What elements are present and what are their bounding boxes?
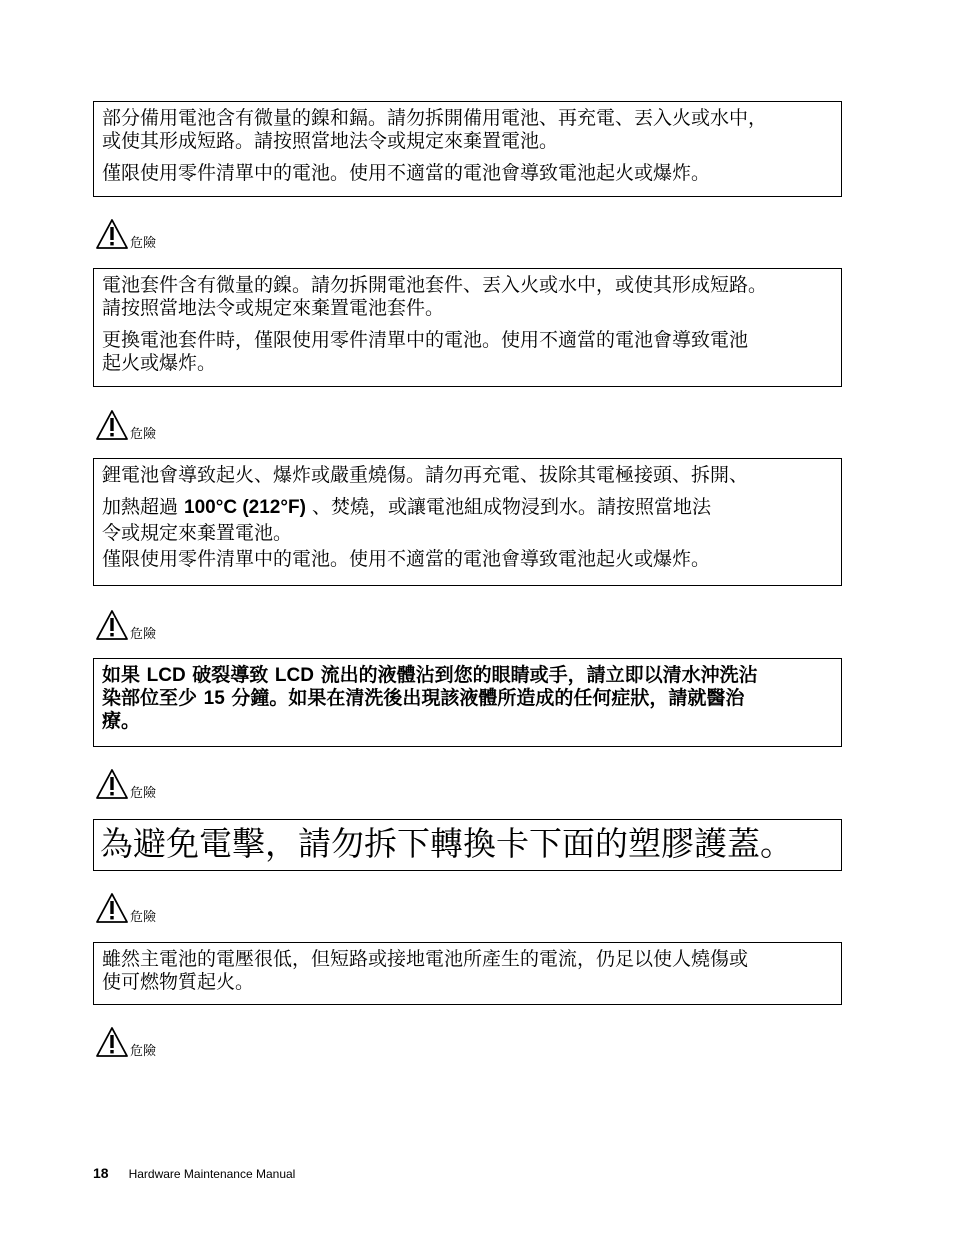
warning-box-lithium-battery [93,458,842,586]
warning-triangle-icon [95,892,129,924]
danger-text: 危險 [130,910,157,925]
page-footer [93,1165,295,1181]
warning-text: 雖然主電池的電壓很低，但短路或接地電池所產生的電流，仍足以使人燒傷或 使可燃物質起火。 [102,948,749,993]
danger-text: 危險 [130,1044,157,1059]
warning-box-electric-shock [93,819,842,871]
danger-text: 危險 [130,236,157,251]
warning-text: 鋰電池會導致起火、爆炸或嚴重燒傷。請勿再充電、拔除其電極接頭、拆開、 [102,464,749,486]
warning-box-lcd-fluid [93,658,842,747]
danger-text: 危險 [130,427,157,442]
danger-label [95,766,156,800]
warning-box-battery-pack [93,268,842,387]
warning-text: 令或規定來棄置電池。 [102,522,293,544]
manual-title: Hardware Maintenance Manual [128,1167,296,1181]
warning-box-main-battery [93,942,842,1005]
danger-label [95,216,156,250]
warning-triangle-icon [95,609,129,641]
danger-text: 危險 [130,627,157,642]
warning-text: 更換電池套件時，僅限使用零件清單中的電池。使用不適當的電池會導致電池 起火或爆炸。 [102,329,749,374]
warning-triangle-icon [95,409,129,441]
warning-text: 加熱超過 100°C (212°F) 、焚燒，或讓電池組成物浸到水。請按照當地法 [102,496,711,518]
warning-text: 為避免電擊，請勿拆下轉換卡下面的塑膠護蓋。 [100,824,793,863]
danger-label [95,407,156,441]
warning-text: 如果 LCD 破裂導致 LCD 流出的液體沾到您的眼睛或手，請立即以清水沖洗沾 染部位至少 15 分鐘。如果在清洗後出現該液體所造成的任何症狀，請就醫治 療。 [102,664,758,732]
warning-text: 電池套件含有微量的鎳。請勿拆開電池套件、丟入火或水中，或使其形成短路。 請按照當地法令或規定來棄置電池套件。 [102,274,768,319]
danger-label [95,607,156,641]
warning-triangle-icon [95,1026,129,1058]
warning-text: 部分備用電池含有微量的鎳和鎘。請勿拆開備用電池、再充電、丟入火或水中， 或使其形成短路。請按照當地法令或規定來棄置電池。 [102,107,768,152]
warning-box-backup-battery [93,101,842,197]
danger-text: 危險 [130,786,157,801]
danger-label [95,890,156,924]
danger-label [95,1024,156,1058]
warning-triangle-icon [95,218,129,250]
warning-text: 僅限使用零件清單中的電池。使用不適當的電池會導致電池起火或爆炸。 [102,548,711,570]
warning-triangle-icon [95,768,129,800]
page-number: 18 [93,1165,109,1181]
warning-text: 僅限使用零件清單中的電池。使用不適當的電池會導致電池起火或爆炸。 [102,162,711,184]
